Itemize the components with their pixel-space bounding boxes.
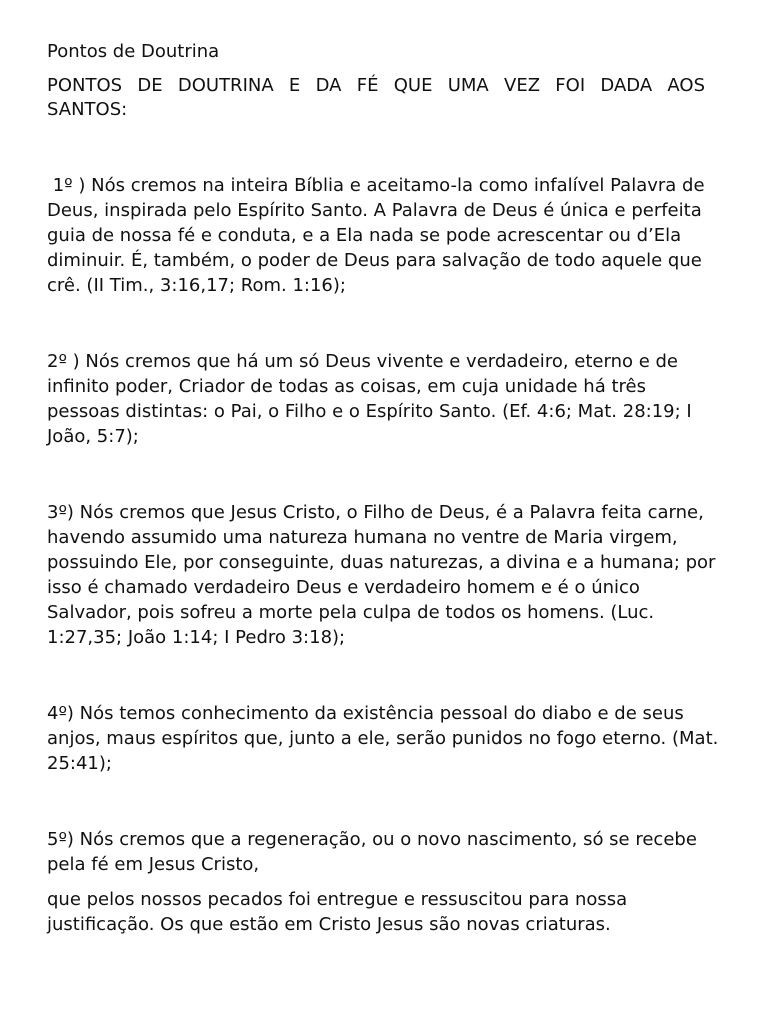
doctrine-point-4: 4º) Nós temos conhecimento da existência pessoal do diabo e de seus anjos, maus espíritos que, junto a ele, serão punidos no fogo eterno. (Mat. 25:41); (47, 703, 719, 774)
doctrine-point-2: 2º ) Nós cremos que há um só Deus vivente e verdadeiro, eterno e de infinito poder, Criador de todas as coisas, em cuja unidade há três pessoas distintas: o Pai, o Filho e o Espírito Santo. (Ef. 4:6; Mat. 28:19; I João, 5:7); (47, 351, 692, 447)
doctrine-point-3: 3º) Nós cremos que Jesus Cristo, o Filho de Deus, é a Palavra feita carne, havendo assumido uma natureza humana no ventre de Maria virgem, possuindo Ele, por conseguinte, duas naturezas, a divina e a humana; por isso é chamado verdadeiro Deus e verdadeiro homem e é o único Salvador, pois sofreu a morte pela culpa de todos os homens. (Luc. 1:27,35; João 1:14; I Pedro 3:18); (47, 502, 716, 648)
doctrine-point-5: 5º) Nós cremos que a regeneração, ou o novo nascimento, só se recebe pela fé em Jesus Cristo, (47, 829, 697, 875)
document-page (47, 40, 727, 937)
document-subtitle: PONTOS DE DOUTRINA E DA FÉ QUE UMA VEZ FOI DADA AOS SANTOS: (47, 75, 705, 120)
document-title: Pontos de Doutrina (47, 41, 220, 62)
doctrine-point-1: 1º ) Nós cremos na inteira Bíblia e aceitamo-la como infalível Palavra de Deus, inspirada pelo Espírito Santo. A Palavra de Deus é única e perfeita guia de nossa fé e conduta, e a Ela nada se pode acrescentar ou d’Ela diminuir. É, também, o poder de Deus para salvação de todo aquele que crê. (II Tim., 3:16,17; Rom. 1:16); (47, 175, 705, 296)
doctrine-point-5-continued: que pelos nossos pecados foi entregue e ressuscitou para nossa justificação. Os que estão em Cristo Jesus são novas criaturas. (47, 889, 628, 935)
